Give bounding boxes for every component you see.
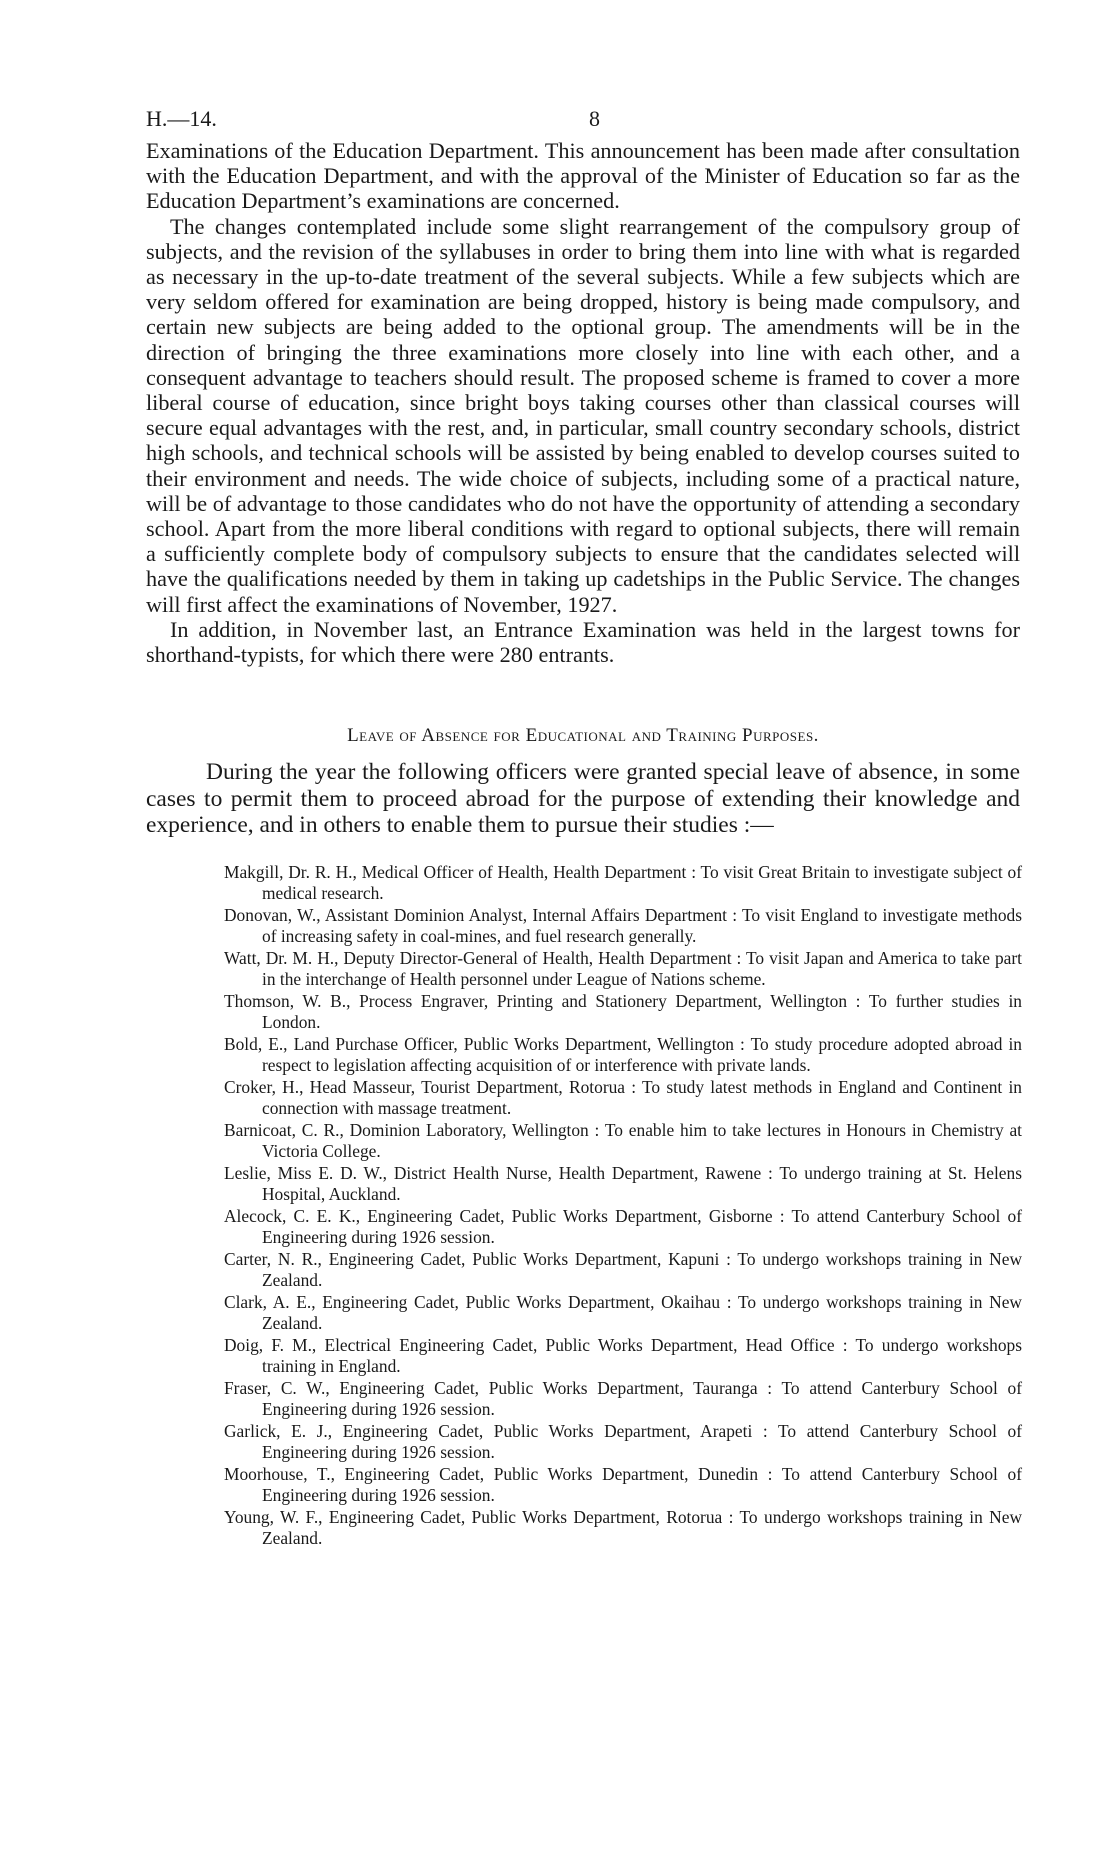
list-item: Barnicoat, C. R., Dominion Laboratory, Wellington : To enable him to take lectures in Honours in Chemistry at Victoria College. [224, 1120, 1022, 1161]
list-item: Fraser, C. W., Engineering Cadet, Public Works Department, Tauranga : To attend Canterbury School of Engineering during 1926 session. [224, 1378, 1022, 1419]
list-item: Thomson, W. B., Process Engraver, Printing and Stationery Department, Wellington : To further studies in London. [224, 991, 1022, 1032]
list-item: Clark, A. E., Engineering Cadet, Public Works Department, Okaihau : To undergo workshops training in New Zealand. [224, 1292, 1022, 1333]
paragraph-entrance-exam: In addition, in November last, an Entrance Examination was held in the largest towns for shorthand-typists, for which there were 280 entrants. [146, 616, 1020, 668]
section-heading: Leave of Absence for Educational and Training Purposes. [347, 725, 819, 747]
list-item: Bold, E., Land Purchase Officer, Public Works Department, Wellington : To study procedure adopted abroad in respect to legislation affecting acquisition of or interference with private lands. [224, 1034, 1022, 1075]
list-item: Moorhouse, T., Engineering Cadet, Public Works Department, Dunedin : To attend Canterbury School of Engineering during 1926 session. [224, 1464, 1022, 1505]
list-item: Croker, H., Head Masseur, Tourist Department, Rotorua : To study latest methods in England and Continent in connection with massage treatment. [224, 1077, 1022, 1118]
document-reference: H.—14. [146, 106, 217, 131]
document-page [146, 106, 1020, 1550]
list-item: Alecock, C. E. K., Engineering Cadet, Public Works Department, Gisborne : To attend Canterbury School of Engineering during 1926 session. [224, 1206, 1022, 1247]
list-item: Young, W. F., Engineering Cadet, Public Works Department, Rotorua : To undergo workshops training in New Zealand. [224, 1507, 1022, 1548]
list-item: Doig, F. M., Electrical Engineering Cadet, Public Works Department, Head Office : To undergo workshops training in England. [224, 1335, 1022, 1376]
page-header [146, 106, 1020, 138]
list-item: Watt, Dr. M. H., Deputy Director-General of Health, Health Department : To visit Japan and America to take part in the interchange of Health personnel under League of Nations scheme. [224, 948, 1022, 989]
paragraph-continued: Examinations of the Education Department. This announcement has been made after consultation with the Education Department, and with the approval of the Minister of Education so far as the Education Department’s examinations are concerned. [146, 138, 1020, 214]
section-lead-paragraph: During the year the following officers were granted special leave of absence, in some cases to permit them to proceed abroad for the purpose of extending their knowledge and experience, and in others to enable them to pursue their studies :— [146, 759, 1020, 839]
officers-list [224, 862, 1022, 1548]
list-item: Garlick, E. J., Engineering Cadet, Public Works Department, Arapeti : To attend Canterbury School of Engineering during 1926 session. [224, 1421, 1022, 1462]
list-item: Carter, N. R., Engineering Cadet, Public Works Department, Kapuni : To undergo workshops training in New Zealand. [224, 1249, 1022, 1290]
list-item: Leslie, Miss E. D. W., District Health Nurse, Health Department, Rawene : To undergo training at St. Helens Hospital, Auckland. [224, 1163, 1022, 1204]
paragraph-changes: The changes contemplated include some slight rearrangement of the compulsory group of subjects, and the revision of the syllabuses in order to bring them into line with what is regarded as necessary in the up-to-date treatment of the several subjects. While a few subjects which are very seldom offered for examination are being dropped, history is being made compulsory, and certain new subjects are being added to the optional group. The amendments will be in the direction of bringing the three examinations more closely into line with each other, and a consequent advantage to teachers should result. The proposed scheme is framed to cover a more liberal course of education, since bright boys taking courses other than classical courses will secure equal advantages with the rest, and, in particular, small country secondary schools, district high schools, and technical schools will be assisted by being enabled to develop courses suited to their environment and needs. The wide choice of subjects, including some of a practical nature, will be of advantage to those candidates who do not have the opportunity of attending a secondary school. Apart from the more liberal conditions with regard to optional subjects, there will remain a sufficiently complete body of compulsory subjects to ensure that the candidates selected will have the qualifications needed by them in taking up cadetships in the Public Service. The changes will first affect the examinations of November, 1927. [146, 213, 1020, 617]
list-item: Donovan, W., Assistant Dominion Analyst, Internal Affairs Department : To visit England to investigate methods of increasing safety in coal-mines, and fuel research generally. [224, 905, 1022, 946]
page-number: 8 [589, 106, 600, 131]
list-item: Makgill, Dr. R. H., Medical Officer of Health, Health Department : To visit Great Britain to investigate subject of medical research. [224, 862, 1022, 903]
